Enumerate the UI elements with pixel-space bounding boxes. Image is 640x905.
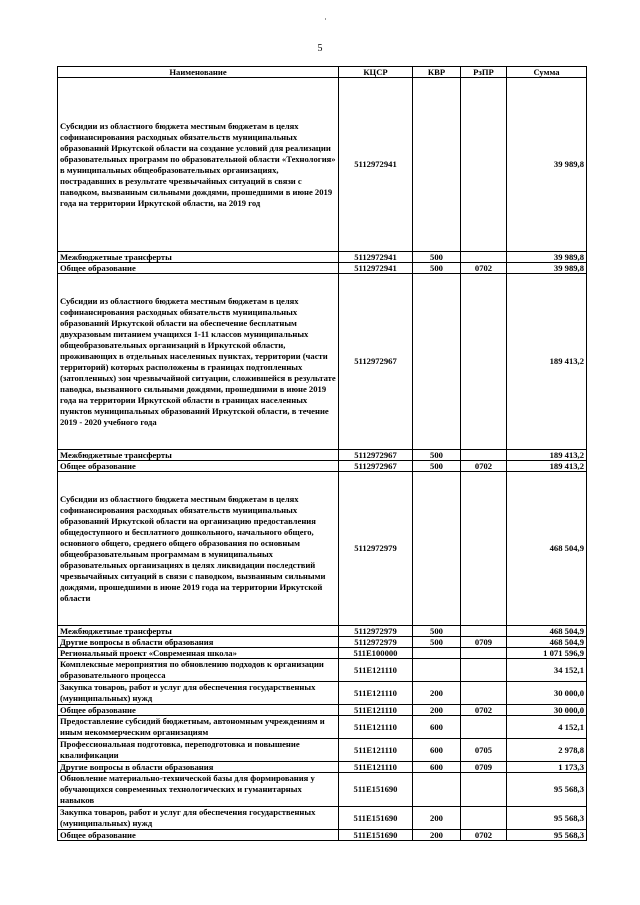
cell-kcsr: 5112972941 [339, 263, 413, 274]
cell-kvr [413, 648, 461, 659]
cell-sum: 468 504,9 [507, 472, 587, 626]
scan-mark [325, 18, 326, 20]
cell-kvr: 500 [413, 263, 461, 274]
cell-name: Другие вопросы в области образования [58, 637, 339, 648]
cell-rzpr: 0702 [461, 705, 507, 716]
cell-sum: 39 989,8 [507, 252, 587, 263]
cell-kcsr: 5112972979 [339, 626, 413, 637]
header-kvr: КВР [413, 67, 461, 78]
table-row [58, 450, 587, 461]
cell-name: Межбюджетные трансферты [58, 626, 339, 637]
cell-sum: 2 978,8 [507, 739, 587, 762]
table-row [58, 682, 587, 705]
cell-rzpr: 0709 [461, 762, 507, 773]
cell-sum: 95 568,3 [507, 830, 587, 841]
cell-kcsr: 511E121110 [339, 739, 413, 762]
cell-sum: 189 413,2 [507, 450, 587, 461]
cell-name: Региональный проект «Современная школа» [58, 648, 339, 659]
cell-kvr: 500 [413, 637, 461, 648]
header-name: Наименование [58, 67, 339, 78]
cell-sum: 468 504,9 [507, 637, 587, 648]
table-row [58, 637, 587, 648]
cell-rzpr: 0709 [461, 637, 507, 648]
cell-rzpr [461, 659, 507, 682]
table-row [58, 461, 587, 472]
table-row [58, 762, 587, 773]
cell-sum: 189 413,2 [507, 461, 587, 472]
cell-kvr: 500 [413, 461, 461, 472]
cell-sum: 4 152,1 [507, 716, 587, 739]
cell-rzpr [461, 648, 507, 659]
cell-name: Общее образование [58, 830, 339, 841]
table-row [58, 659, 587, 682]
cell-name: Предоставление субсидий бюджетным, автономным учреждениям и иным некоммерческим организациям [58, 716, 339, 739]
cell-kcsr: 511E151690 [339, 830, 413, 841]
cell-rzpr [461, 274, 507, 450]
table-header-row [58, 67, 587, 78]
cell-sum: 95 568,3 [507, 807, 587, 830]
table-row [58, 626, 587, 637]
cell-name: Профессиональная подготовка, переподготовка и повышение квалификации [58, 739, 339, 762]
cell-kcsr: 511E151690 [339, 773, 413, 807]
cell-name: Межбюджетные трансферты [58, 252, 339, 263]
cell-rzpr: 0702 [461, 461, 507, 472]
cell-rzpr [461, 773, 507, 807]
cell-kcsr: 5112972967 [339, 461, 413, 472]
cell-name: Общее образование [58, 705, 339, 716]
cell-kcsr: 5112972967 [339, 274, 413, 450]
cell-kvr: 200 [413, 807, 461, 830]
cell-kcsr: 511E121110 [339, 705, 413, 716]
cell-sum: 468 504,9 [507, 626, 587, 637]
cell-sum: 1 071 596,9 [507, 648, 587, 659]
cell-name: Комплексные мероприятия по обновлению подходов к организации образовательного процесса [58, 659, 339, 682]
cell-rzpr [461, 807, 507, 830]
cell-name: Другие вопросы в области образования [58, 762, 339, 773]
table-row [58, 274, 587, 450]
cell-name: Субсидии из областного бюджета местным бюджетам в целях софинансирования расходных обязательств муниципальных образований Иркутской области на обеспечение бесплатным двухразовым питанием учащихся 1-11 классов муниципальных общеобразовательных организаций в Иркутской области, проживающих в отдельных населенных пунктах, территории (части территорий) которых расположены в границах подтопленных (затопленных) зон чрезвычайной ситуации, сложившейся в результате паводка, вызванного сильными дождями, прошедшими в июне 2019 года на территории Иркутской области в границах населенных пунктов муниципальных образований Иркутской области, в течение 2019 - 2020 учебного года [58, 274, 339, 450]
table-row [58, 648, 587, 659]
cell-sum: 1 173,3 [507, 762, 587, 773]
table-row [58, 807, 587, 830]
cell-kvr: 200 [413, 705, 461, 716]
cell-name: Закупка товаров, работ и услуг для обеспечения государственных (муниципальных) нужд [58, 682, 339, 705]
budget-table [57, 66, 587, 841]
cell-rzpr [461, 450, 507, 461]
table-row [58, 830, 587, 841]
cell-kcsr: 5112972979 [339, 637, 413, 648]
cell-rzpr: 0702 [461, 263, 507, 274]
table-row [58, 705, 587, 716]
table-row [58, 78, 587, 252]
table-row [58, 739, 587, 762]
table-row [58, 773, 587, 807]
cell-kvr: 500 [413, 252, 461, 263]
cell-sum: 95 568,3 [507, 773, 587, 807]
cell-kvr: 500 [413, 450, 461, 461]
cell-kcsr: 511E121110 [339, 762, 413, 773]
table-row [58, 472, 587, 626]
cell-rzpr [461, 472, 507, 626]
cell-rzpr: 0705 [461, 739, 507, 762]
cell-kcsr: 5112972941 [339, 252, 413, 263]
cell-rzpr [461, 716, 507, 739]
table-row [58, 716, 587, 739]
cell-kcsr: 511E121110 [339, 682, 413, 705]
cell-name: Общее образование [58, 461, 339, 472]
table-row [58, 263, 587, 274]
header-sum: Сумма [507, 67, 587, 78]
cell-kvr [413, 78, 461, 252]
cell-kcsr: 511E100000 [339, 648, 413, 659]
cell-name: Субсидии из областного бюджета местным бюджетам в целях софинансирования расходных обязательств муниципальных образований Иркутской области на создание условий для реализации образовательных программ по образовательной области «Технология» в муниципальных общеобразовательных организациях, пострадавших в результате чрезвычайных ситуаций в связи с паводком, вызванным сильными дождями, прошедшими в июне 2019 года на территории Иркутской области, на 2019 год [58, 78, 339, 252]
cell-kvr: 500 [413, 626, 461, 637]
cell-kvr: 600 [413, 762, 461, 773]
cell-kcsr: 511E121110 [339, 716, 413, 739]
cell-kvr [413, 773, 461, 807]
cell-rzpr: 0702 [461, 830, 507, 841]
header-kcsr: КЦСР [339, 67, 413, 78]
cell-kvr [413, 472, 461, 626]
cell-kvr: 200 [413, 682, 461, 705]
table-row [58, 252, 587, 263]
cell-sum: 39 989,8 [507, 263, 587, 274]
cell-sum: 39 989,8 [507, 78, 587, 252]
cell-sum: 34 152,1 [507, 659, 587, 682]
cell-name: Обновление материально-технической базы для формирования у обучающихся современных технологических и гуманитарных навыков [58, 773, 339, 807]
page-number: 5 [317, 43, 323, 54]
cell-sum: 30 000,0 [507, 682, 587, 705]
cell-name: Общее образование [58, 263, 339, 274]
cell-kvr: 200 [413, 830, 461, 841]
cell-kcsr: 511E151690 [339, 807, 413, 830]
cell-sum: 189 413,2 [507, 274, 587, 450]
header-rzpr: РзПР [461, 67, 507, 78]
cell-sum: 30 000,0 [507, 705, 587, 716]
cell-rzpr [461, 626, 507, 637]
cell-kcsr: 5112972967 [339, 450, 413, 461]
cell-kvr: 600 [413, 716, 461, 739]
cell-rzpr [461, 252, 507, 263]
cell-name: Субсидии из областного бюджета местным бюджетам в целях софинансирования расходных обязательств муниципальных образований Иркутской области на организацию предоставления общедоступного и бесплатного дошкольного, начального общего, основного общего, среднего общего образования по основным общеобразовательным программам в муниципальных образовательных организациях в целях ликвидации последствий чрезвычайных ситуаций в связи с паводком, вызванным сильными дождями, прошедшими в июне 2019 года на территории Иркутской области [58, 472, 339, 626]
cell-kvr [413, 659, 461, 682]
cell-kcsr: 5112972941 [339, 78, 413, 252]
cell-kcsr: 511E121110 [339, 659, 413, 682]
cell-rzpr [461, 682, 507, 705]
cell-name: Закупка товаров, работ и услуг для обеспечения государственных (муниципальных) нужд [58, 807, 339, 830]
cell-kvr: 600 [413, 739, 461, 762]
cell-kcsr: 5112972979 [339, 472, 413, 626]
cell-rzpr [461, 78, 507, 252]
cell-name: Межбюджетные трансферты [58, 450, 339, 461]
cell-kvr [413, 274, 461, 450]
